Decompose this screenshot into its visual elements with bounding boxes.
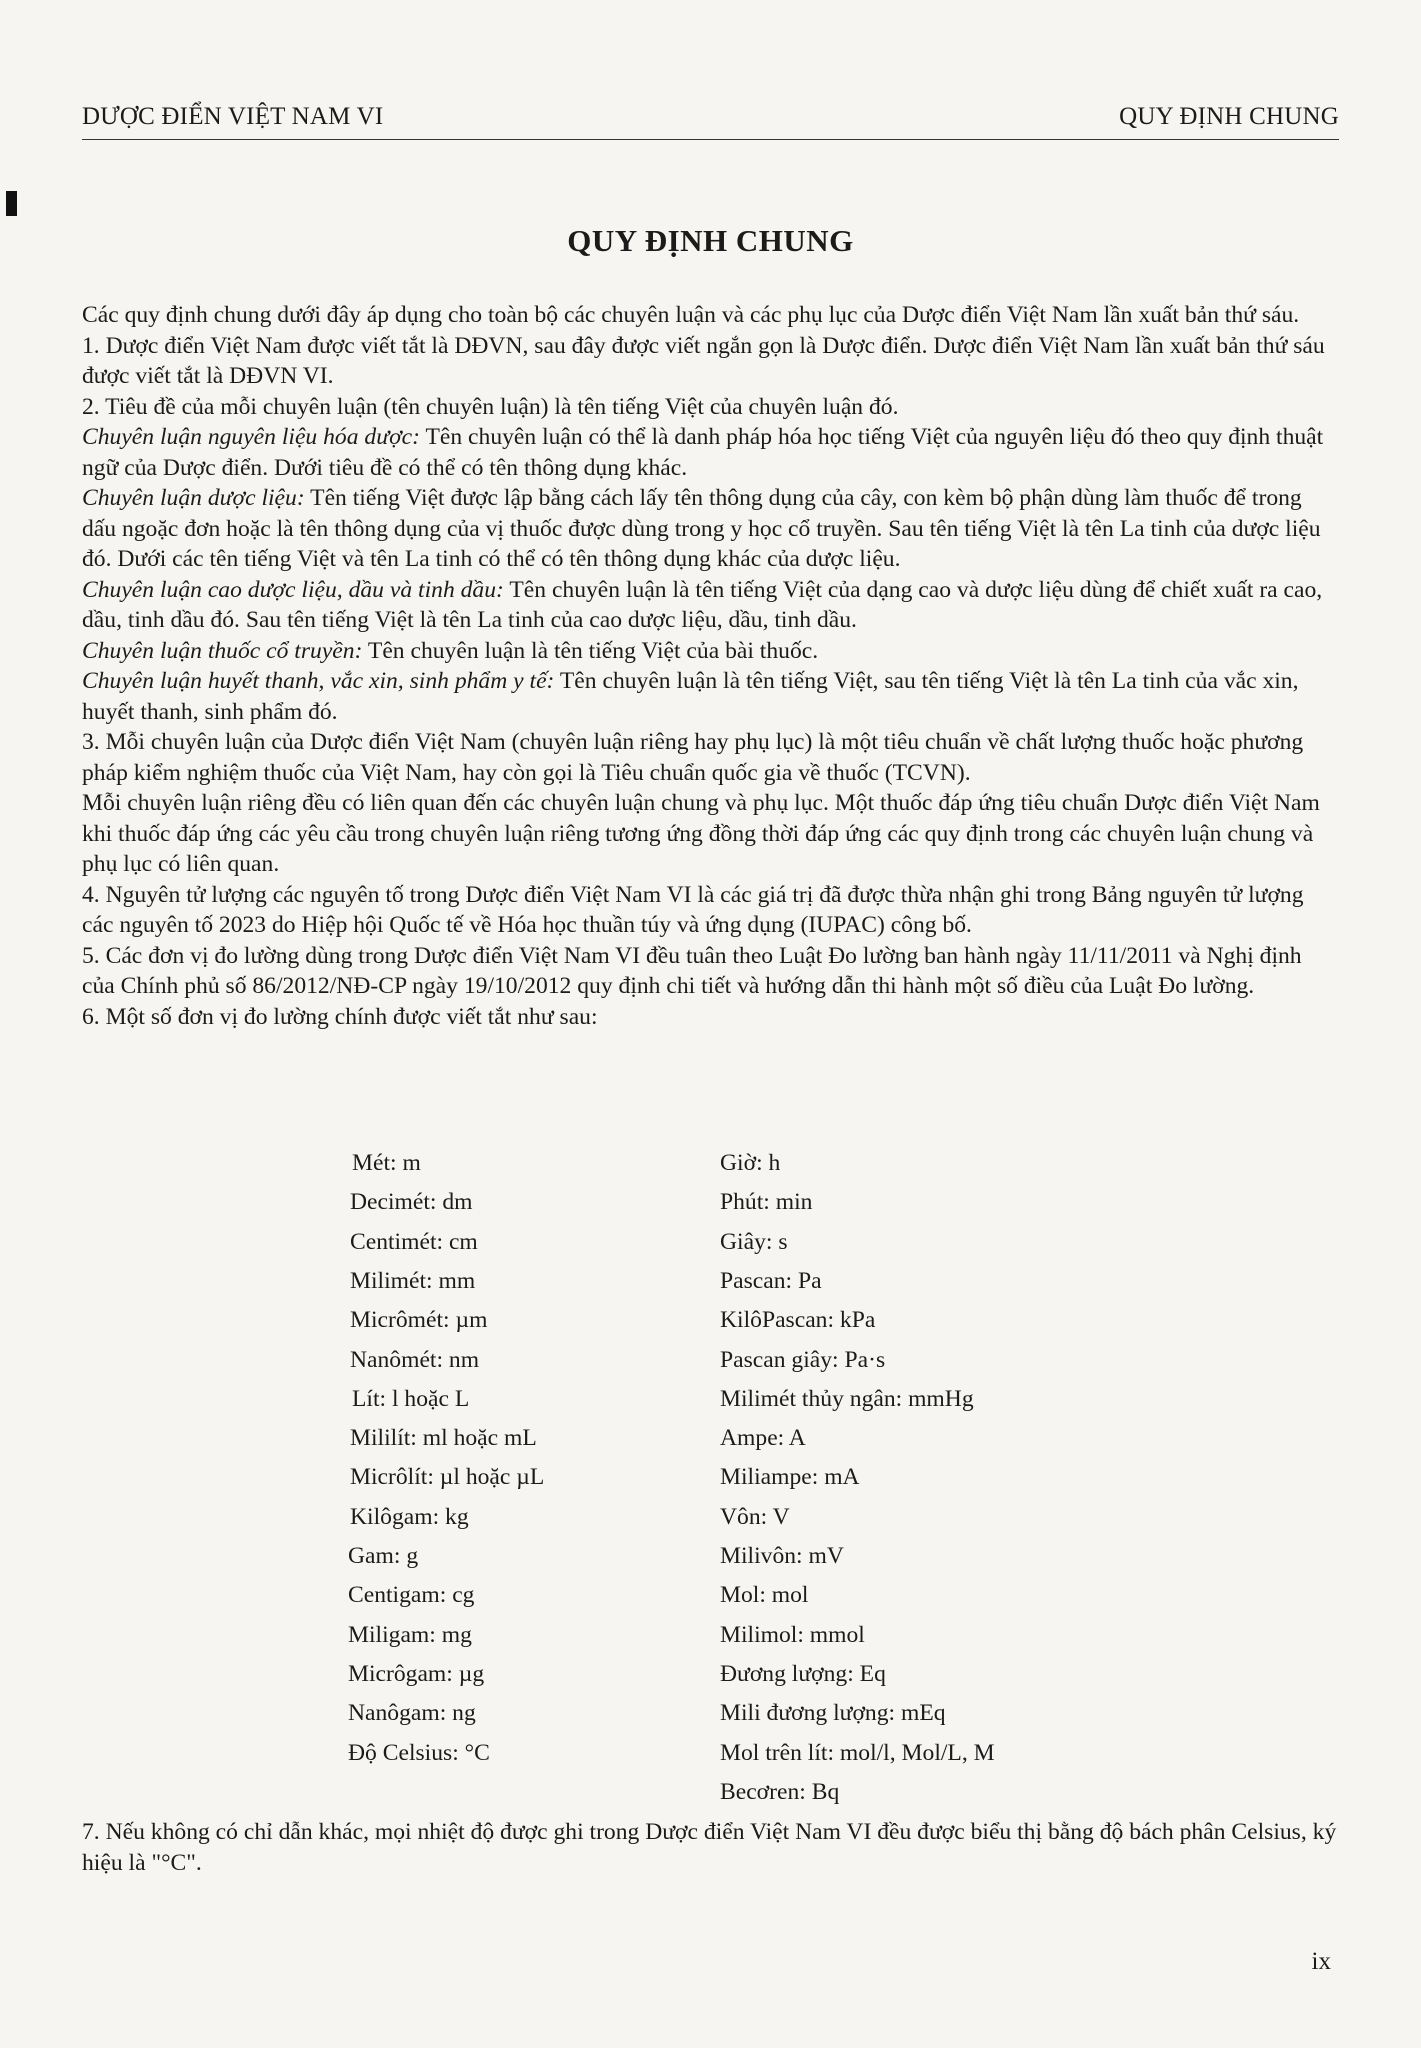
- unit-right-item: Mol: mol: [720, 1582, 809, 1609]
- unit-left-item: Micrôgam: µg: [348, 1660, 485, 1687]
- rule-2-traditional-text: Tên chuyên luận là tên tiếng Việt của bài thuốc.: [362, 637, 819, 664]
- unit-right-item: Pascan: Pa: [720, 1267, 822, 1294]
- unit-right-item: Milivôn: mV: [720, 1543, 844, 1569]
- unit-right-item: Miliampe: mA: [720, 1464, 860, 1491]
- rule-4: 4. Nguyên tử lượng các nguyên tố trong Dược điển Việt Nam VI là các giá trị đã được thừa nhận ghi trong Bảng nguyên tử lượng các nguyên tố 2023 do Hiệp hội Quốc tế về Hóa học thuần túy và ứng dụng (IUPAC) công bố.: [82, 881, 1304, 938]
- rule-3: 3. Mỗi chuyên luận của Dược điển Việt Nam (chuyên luận riêng hay phụ lục) là một tiêu chuẩn về chất lượng thuốc hoặc phương pháp kiểm nghiệm thuốc của Việt Nam, hay còn gọi là Tiêu chuẩn quốc gia về thuốc (TCVN).: [82, 729, 1304, 786]
- rule-2-chemical-text: Tên chuyên luận có thể là danh pháp hóa học tiếng Việt của nguyên liệu đó theo quy định thuật ngữ của Dược điển. Dưới tiêu đề có thể có tên thông dụng khác.: [82, 424, 1324, 481]
- rule-2-traditional: [82, 636, 1339, 667]
- unit-left-item: Centimét: cm: [350, 1228, 478, 1255]
- rule-5: 5. Các đơn vị đo lường dùng trong Dược điển Việt Nam VI đều tuân theo Luật Đo lường ban hành ngày 11/11/2011 và Nghị định của Chính phủ số 86/2012/NĐ-CP ngày 19/10/2012 quy định chi tiết và hướng dẫn thi hành một số điều của Luật Đo lường.: [82, 942, 1302, 999]
- rule-2-chemical-label: Chuyên luận nguyên liệu hóa dược:: [82, 424, 420, 450]
- rule-2-herbal: [82, 483, 1339, 575]
- rule-6: 6. Một số đơn vị đo lường chính được viết tắt như sau:: [82, 1003, 598, 1030]
- unit-left-item: Nanôgam: ng: [348, 1700, 476, 1727]
- unit-left-item: Gam: g: [348, 1543, 419, 1569]
- page-number: ix: [1311, 1948, 1331, 1975]
- rule-2-biological: [82, 666, 1339, 727]
- unit-right-item: Phút: min: [720, 1189, 813, 1216]
- rule-2-chemical: [82, 422, 1339, 483]
- unit-left-item: Mililít: ml hoặc mL: [350, 1425, 537, 1452]
- unit-right-item: Milimét thủy ngân: mmHg: [720, 1385, 974, 1412]
- header-divider: [82, 139, 1339, 140]
- rule-2-herbal-text: Tên tiếng Việt được lập bằng cách lấy tên thông dụng của cây, con kèm bộ phận dùng làm thuốc để trong dấu ngoặc đơn hoặc là tên thông dụng của vị thuốc được dùng trong y học cổ truyền. Sau tên tiếng Việt là tên La tinh của dược liệu đó. Dưới các tên tiếng Việt và tên La tinh có thể có tên thông dụng khác của dược liệu.: [82, 485, 1321, 572]
- unit-left-item: Mét: m: [352, 1150, 421, 1176]
- rule-3-continued: Mỗi chuyên luận riêng đều có liên quan đến các chuyên luận chung và phụ lục. Một thuốc đáp ứng tiêu chuẩn Dược điển Việt Nam khi thuốc đáp ứng các yêu cầu trong chuyên luận riêng tương ứng đồng thời đáp ứng các quy định trong các chuyên luận chung và phụ lục có liên quan.: [82, 790, 1320, 877]
- unit-left-item: Milimét: mm: [350, 1267, 476, 1294]
- unit-right-item: KilôPascan: kPa: [720, 1307, 876, 1334]
- intro-paragraph: Các quy định chung dưới đây áp dụng cho toàn bộ các chuyên luận và các phụ lục của Dược điển Việt Nam lần xuất bản thứ sáu.: [82, 302, 1300, 328]
- unit-right-item: Ampe: A: [720, 1425, 806, 1452]
- unit-left-item: Kilôgam: kg: [350, 1503, 469, 1530]
- unit-left-item: Decimét: dm: [350, 1189, 473, 1216]
- rule-2-extract-label: Chuyên luận cao dược liệu, dầu và tinh dầu:: [82, 576, 504, 603]
- margin-mark: [6, 191, 17, 216]
- rule-2-traditional-label: Chuyên luận thuốc cổ truyền:: [82, 637, 363, 664]
- rule-2-biological-text: Tên chuyên luận là tên tiếng Việt, sau tên tiếng Việt là tên La tinh của vắc xin, huyết thanh, sinh phẩm đó.: [82, 668, 1299, 725]
- rule-2-herbal-label: Chuyên luận dược liệu:: [82, 485, 305, 511]
- unit-left-item: Độ Celsius: °C: [348, 1739, 490, 1766]
- page-title: QUY ĐỊNH CHUNG: [567, 223, 854, 258]
- rule-7: 7. Nếu không có chỉ dẫn khác, mọi nhiệt độ được ghi trong Dược điển Việt Nam VI đều được biểu thị bằng độ bách phân Celsius, ký hiệu là "°C".: [82, 1819, 1337, 1876]
- rule-1: 1. Dược điển Việt Nam được viết tắt là DĐVN, sau đây được viết ngắn gọn là Dược điển. Dược điển Việt Nam lần xuất bản thứ sáu được viết tắt là DĐVN VI.: [82, 332, 1325, 389]
- unit-left-item: Lít: l hoặc L: [352, 1385, 470, 1412]
- unit-right-item: Giờ: h: [720, 1150, 781, 1176]
- body-text: [82, 300, 1339, 1032]
- unit-left-item: Centigam: cg: [348, 1582, 475, 1609]
- unit-left-item: Micrômét: µm: [350, 1307, 488, 1334]
- rule-2-extract-text: Tên chuyên luận là tên tiếng Việt của dạng cao và dược liệu dùng để chiết xuất ra cao, dầu, tinh dầu đó. Sau tên tiếng Việt là tên La tinh của cao dược liệu, dầu, tinh dầu.: [82, 576, 1323, 633]
- unit-right-item: Vôn: V: [720, 1503, 790, 1530]
- rule-2-biological-label: Chuyên luận huyết thanh, vắc xin, sinh phẩm y tế:: [82, 668, 555, 694]
- unit-right-item: Becơren: Bq: [720, 1778, 840, 1805]
- unit-right-item: Mol trên lít: mol/l, Mol/L, M: [720, 1739, 995, 1766]
- unit-right-item: Mili đương lượng: mEq: [720, 1700, 946, 1727]
- rule-2-extract: [82, 575, 1339, 636]
- unit-left-item: Miligam: mg: [348, 1621, 472, 1648]
- unit-right-item: Milimol: mmol: [720, 1621, 865, 1648]
- unit-right-item: Đương lượng: Eq: [720, 1660, 886, 1687]
- running-header-left: DƯỢC ĐIỂN VIỆT NAM VI: [82, 103, 384, 130]
- unit-right-item: Giây: s: [720, 1228, 788, 1255]
- unit-left-item: Nanômét: nm: [350, 1346, 480, 1373]
- rule-2: 2. Tiêu đề của mỗi chuyên luận (tên chuyên luận) là tên tiếng Việt của chuyên luận đó.: [82, 393, 899, 420]
- unit-left-item: Micrôlít: µl hoặc µL: [350, 1464, 545, 1491]
- running-header-right: QUY ĐỊNH CHUNG: [1119, 103, 1339, 130]
- closing-text: [82, 1817, 1339, 1879]
- unit-right-item: Pascan giây: Pa·s: [720, 1346, 886, 1373]
